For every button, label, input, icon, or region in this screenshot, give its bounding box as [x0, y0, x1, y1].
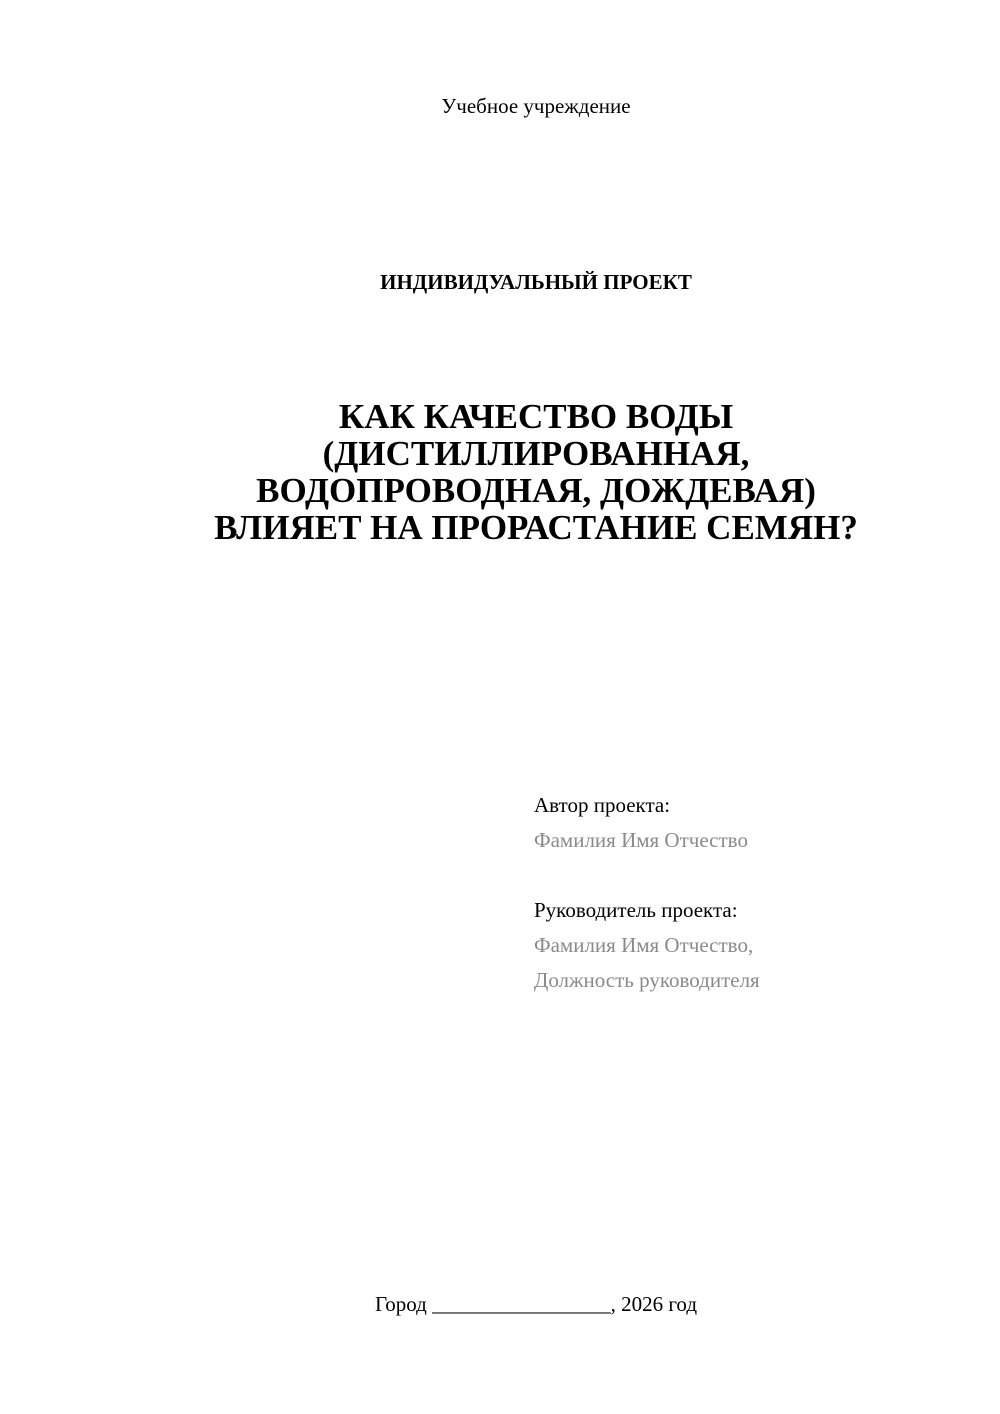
supervisor-name: Фамилия Имя Отчество,	[534, 933, 754, 957]
supervisor-position: Должность руководителя	[534, 968, 760, 992]
author-label: Автор проекта:	[534, 793, 671, 817]
supervisor-label: Руководитель проекта:	[534, 898, 738, 922]
project-title-line: КАК КАЧЕСТВО ВОДЫ	[338, 397, 734, 436]
project-title-line: ВЛИЯЕТ НА ПРОРАСТАНИЕ СЕМЯН?	[214, 508, 858, 547]
project-title	[100, 398, 972, 546]
project-title-line: (ДИСТИЛЛИРОВАННАЯ,	[322, 434, 750, 473]
document-type: ИНДИВИДУАЛЬНЫЙ ПРОЕКТ	[380, 270, 692, 294]
project-info-block	[534, 788, 974, 998]
institution-name: Учебное учреждение	[441, 94, 631, 118]
project-title-line: ВОДОПРОВОДНАЯ, ДОЖДЕВАЯ)	[256, 471, 816, 510]
city-year-line: Город _________________, 2026 год	[374, 1292, 698, 1316]
info-spacer	[534, 858, 974, 893]
author-name: Фамилия Имя Отчество	[534, 828, 748, 852]
